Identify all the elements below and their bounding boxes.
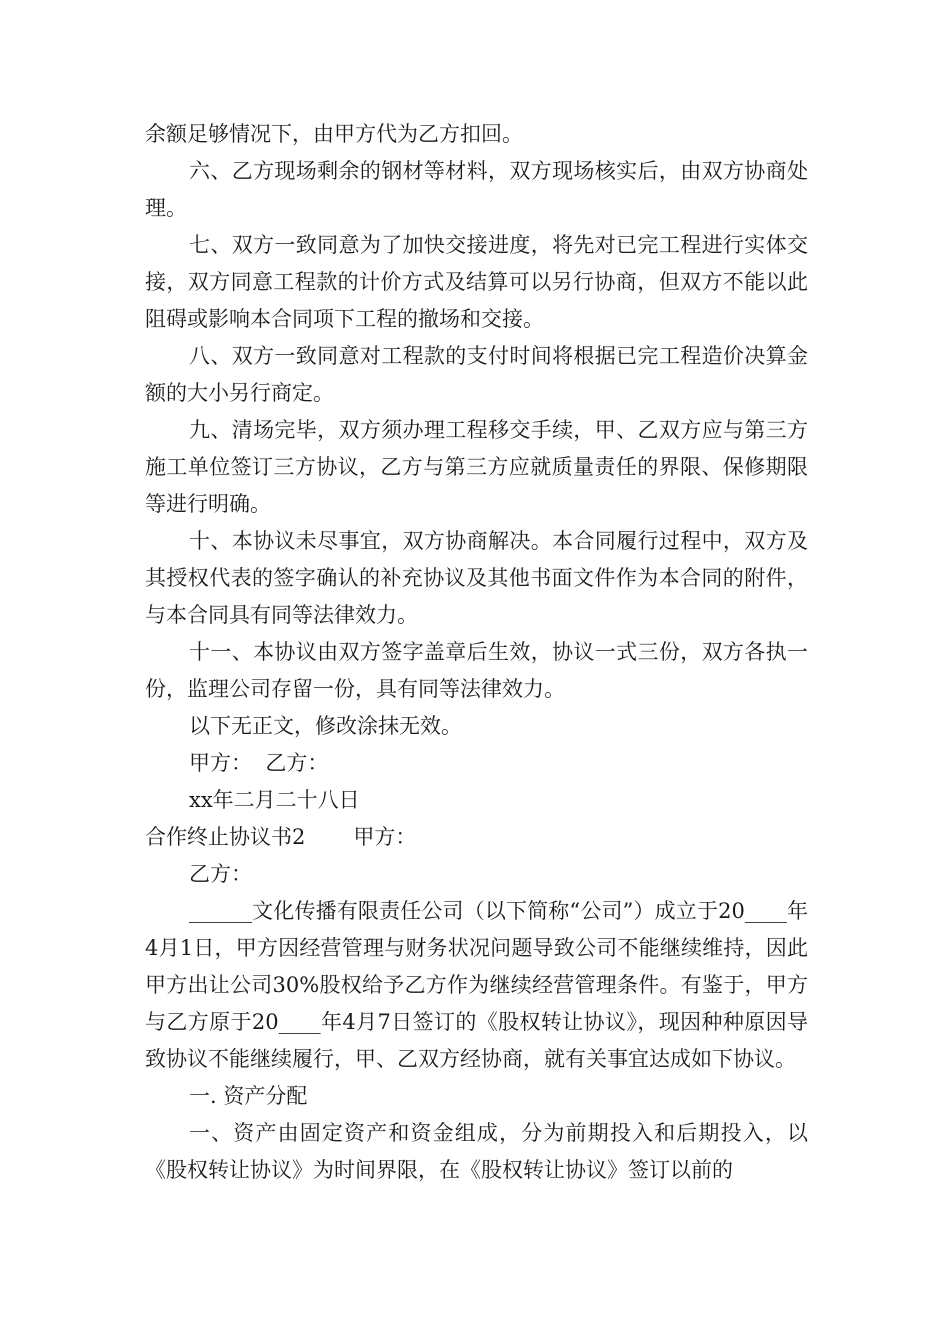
- clause-10: 十、本协议未尽事宜，双方协商解决。本合同履行过程中，双方及其授权代表的签字确认的补充协议及其他书面文件作为本合同的附件，与本合同具有同等法律效力。: [145, 529, 808, 627]
- clause-11: 十一、本协议由双方签字盖章后生效，协议一式三份，双方各执一份，监理公司存留一份，具有同等法律效力。: [145, 640, 808, 701]
- clause-6: 六、乙方现场剩余的钢材等材料，双方现场核实后，由双方协商处理。: [145, 159, 808, 220]
- asset-clause-1: 一、资产由固定资产和资金组成，分为前期投入和后期投入，以《股权转让协议》为时间界限，在《股权转让协议》签订以前的: [145, 1121, 808, 1182]
- clause-7: 七、双方一致同意为了加快交接进度，将先对已完工程进行实体交接，双方同意工程款的计价方式及结算可以另行协商，但双方不能以此阻碍或影响本合同项下工程的撤场和交接。: [145, 233, 808, 331]
- preamble: ______文化传播有限责任公司（以下简称“公司”）成立于20____年4月1日，甲方因经营管理与财务状况问题导致公司不能继续维持，因此甲方出让公司30%股权给予乙方作为继续经营管理条件。有鉴于，甲方与乙方原于20____年4月7日签订的《股权转让协议》，现因种种原因导致协议不能继续履行，甲、乙双方经协商，就有关事宜达成如下协议。: [145, 899, 808, 1071]
- party-a-label: 甲方：: [353, 825, 417, 849]
- agreement-title-line: [145, 819, 808, 856]
- signature-date: xx年二月二十八日: [189, 788, 360, 812]
- document-body: [145, 116, 808, 1189]
- paragraph-continuation: 余额足够情况下，由甲方代为乙方扣回。: [145, 122, 523, 146]
- party-b-label: 乙方：: [189, 862, 252, 886]
- no-further-text-note: 以下无正文，修改涂抹无效。: [189, 714, 462, 738]
- section-heading-asset-allocation: 一. 资产分配: [189, 1084, 308, 1108]
- agreement-title: 合作终止协议书2: [145, 825, 306, 849]
- clause-9: 九、清场完毕，双方须办理工程移交手续，甲、乙双方应与第三方施工单位签订三方协议，乙方与第三方应就质量责任的界限、保修期限等进行明确。: [145, 418, 808, 516]
- signature-parties: 甲方： 乙方：: [189, 751, 329, 775]
- clause-8: 八、双方一致同意对工程款的支付时间将根据已完工程造价决算金额的大小另行商定。: [145, 344, 808, 405]
